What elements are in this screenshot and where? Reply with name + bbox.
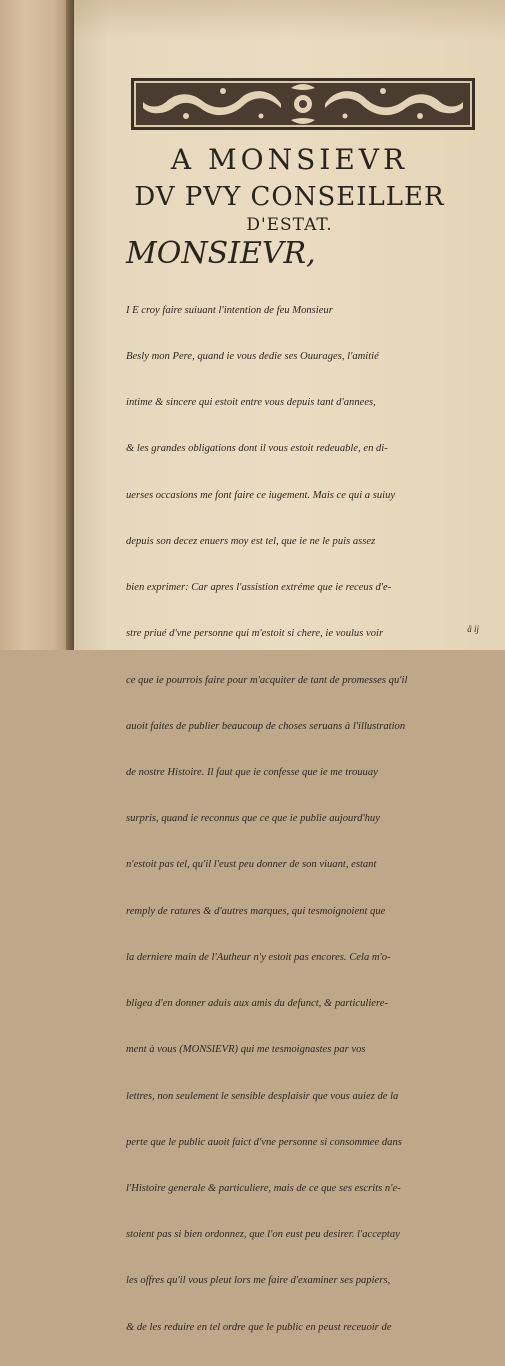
body-line: stoient pas si bien ordonnez, que l'on eust peu desirer. l'acceptay xyxy=(126,1229,400,1241)
body-line: surpris, quand ie reconnus que ce que ie publie aujourd'huy xyxy=(126,813,380,825)
body-line: & de les reduire en tel ordre que le public en peust receuoir de xyxy=(126,1321,392,1333)
body-line: lettres, non seulement le sensible desplaisir que vous auiez de la xyxy=(126,1090,399,1102)
body-line: ce que ie pourrois faire pour m'acquiter de tant de promesses qu'il xyxy=(126,674,408,686)
dedication-title: A MONSIEVR xyxy=(170,143,409,176)
body-line: depuis son decez enuers moy est tel, que ie ne le puis assez xyxy=(126,535,376,547)
body-line: perte que le public auoit faict d'vne personne si consommee dans xyxy=(126,1136,402,1148)
dedication-body xyxy=(126,272,486,1366)
signature-mark: â ij xyxy=(467,624,479,634)
page-stain xyxy=(74,0,505,40)
body-line: Besly mon Pere, quand ie vous dedie ses Ouurages, l'amitié xyxy=(126,351,379,363)
left-page-edge xyxy=(0,0,72,650)
ornament-headpiece-icon xyxy=(131,78,475,130)
body-line: bien exprimer: Car apres l'assistion extréme que ie receus d'e- xyxy=(126,582,392,594)
body-line: n'estoit pas tel, qu'il l'eust peu donner de son viuant, estant xyxy=(126,859,377,871)
body-line: stre priué d'vne personne qui m'estoit si chere, ie voulus voir xyxy=(126,628,384,640)
book-page xyxy=(74,0,505,1333)
dedication-name: DV PVY CONSEILLER xyxy=(134,182,445,212)
body-line: remply de ratures & d'autres marques, qui tesmoignoient que xyxy=(126,905,386,917)
book-gutter xyxy=(66,0,74,650)
body-line: ment à vous (MONSIEVR) qui me tesmoignastes par vos xyxy=(126,1044,366,1056)
salutation: MONSIEVR, xyxy=(126,236,316,271)
body-line: & les grandes obligations dont il vous estoit redeuable, en di- xyxy=(126,443,388,455)
body-line: bligea d'en donner aduis aux amis du defunct, & particuliere- xyxy=(126,998,388,1010)
body-line: la derniere main de l'Autheur n'y estoit pas encores. Cela m'o- xyxy=(126,951,391,963)
body-line: intime & sincere qui estoit entre vous depuis tant d'annees, xyxy=(126,397,376,409)
body-line: l'Histoire generale & particuliere, mais de ce que ses escrits n'e- xyxy=(126,1182,401,1194)
body-line: auoit faites de publier beaucoup de choses seruans à l'illustration xyxy=(126,720,406,732)
body-line: les offres qu'il vous pleut lors me faire d'examiner ses papiers, xyxy=(126,1275,391,1287)
body-line: de nostre Histoire. Il faut que ie confesse que ie me trouuay xyxy=(126,767,378,778)
body-line: uerses occasions me font faire ce iugement. Mais ce qui a suiuy xyxy=(126,489,396,501)
body-line: I E croy faire suiuant l'intention de feu Monsieur xyxy=(126,304,333,316)
dedication-rank: D'ESTAT. xyxy=(246,215,333,235)
